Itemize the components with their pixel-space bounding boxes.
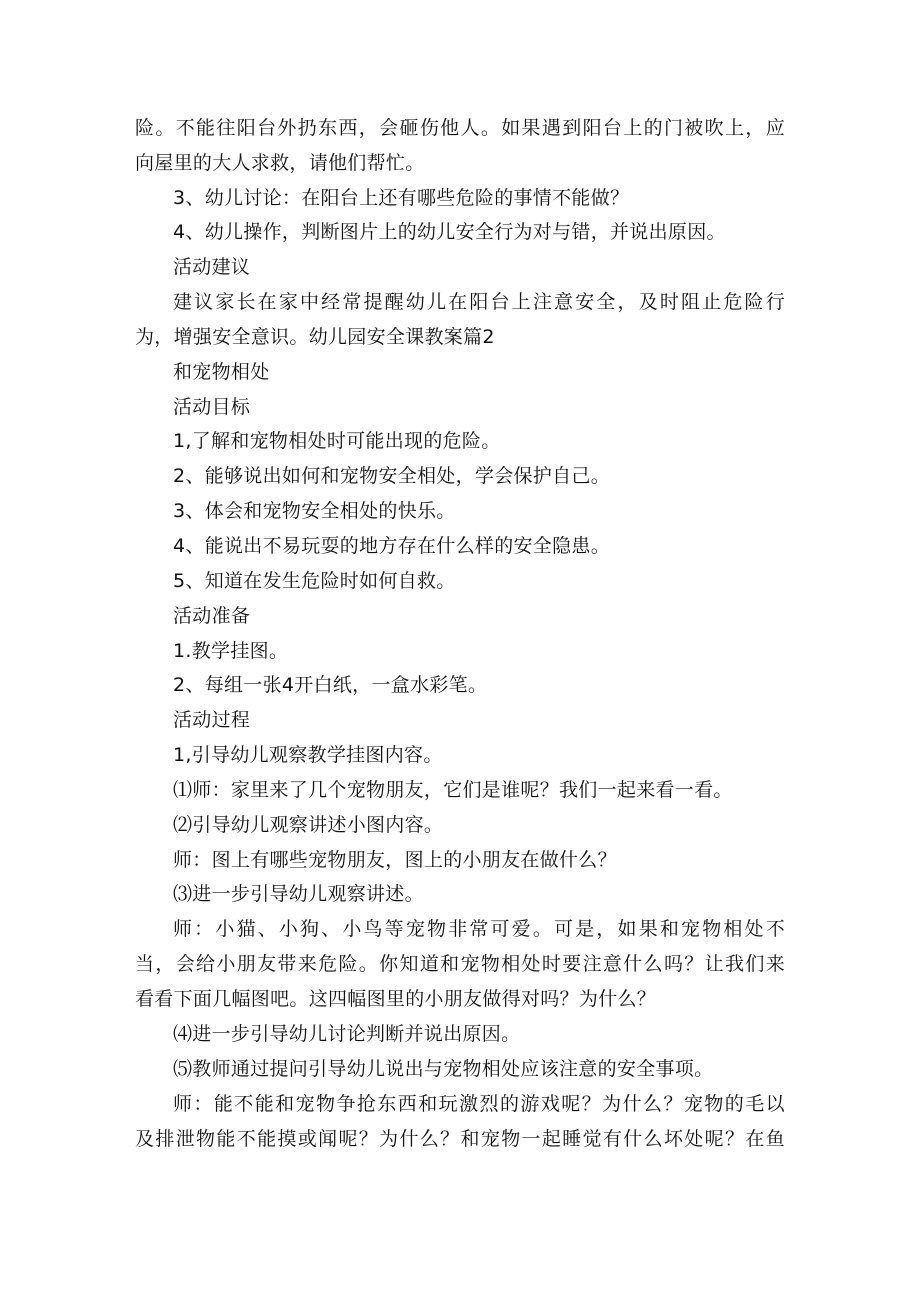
text-line: ⑵引导幼儿观察讲述小图内容。: [173, 814, 444, 836]
text-line: ⑶进一步引导幼儿观察讲述。: [173, 883, 424, 905]
list-item: 1,引导幼儿观察教学挂图内容。: [173, 744, 443, 766]
list-item: 4、能说出不易玩耍的地方存在什么样的安全隐患。: [173, 535, 610, 557]
section-heading: 活动准备: [173, 605, 251, 627]
list-item: 1.教学挂图。: [173, 640, 289, 662]
text-line: 看看下面几幅图吧。这四幅图里的小朋友做得对吗？为什么？: [135, 988, 657, 1010]
text-line: 师：小猫、小狗、小鸟等宠物非常可爱。可是，如果和宠物相处不: [173, 918, 785, 940]
list-item: 2、每组一张4开白纸，一盒水彩笔。: [173, 674, 488, 696]
text-line: 当，会给小朋友带来危险。你知道和宠物相处时要注意什么吗？让我们来: [135, 953, 785, 975]
text-line: ⑸教师通过提问引导幼儿说出与宠物相处应该注意的安全事项。: [173, 1058, 714, 1080]
section-heading: 活动建议: [173, 256, 251, 278]
list-item: 3、体会和宠物安全相处的快乐。: [173, 500, 456, 522]
list-item: 2、能够说出如何和宠物安全相处，学会保护自己。: [173, 465, 610, 487]
text-line: 4、幼儿操作，判断图片上的幼儿安全行为对与错，并说出原因。: [173, 221, 726, 243]
text-line: 师：图上有哪些宠物朋友，图上的小朋友在做什么？: [173, 849, 617, 871]
text-line: ⑴师：家里来了几个宠物朋友，它们是谁呢？我们一起来看一看。: [173, 779, 733, 801]
section-heading: 和宠物相处: [173, 361, 270, 383]
text-line: 向屋里的大人求救，请他们帮忙。: [135, 152, 425, 174]
text-line: 为，增强安全意识。幼儿园安全课教案篇2: [135, 326, 495, 348]
section-heading: 活动目标: [173, 396, 251, 418]
text-line: ⑷进一步引导幼儿讨论判断并说出原因。: [173, 1023, 521, 1045]
text-line: 建议家长在家中经常提醒幼儿在阳台上注意安全，及时阻止危险行: [173, 291, 785, 313]
text-line: 险。不能往阳台外扔东西，会砸伤他人。如果遇到阳台上的门被吹上，应: [135, 117, 785, 139]
text-line: 师：能不能和宠物争抢东西和玩激烈的游戏呢？为什么？宠物的毛以: [173, 1093, 785, 1115]
text-line: 3、幼儿讨论：在阳台上还有哪些危险的事情不能做？: [173, 187, 630, 209]
section-heading: 活动过程: [173, 709, 251, 731]
text-line: 及排泄物能不能摸或闻呢？为什么？和宠物一起睡觉有什么坏处呢？在鱼: [135, 1128, 785, 1150]
list-item: 5、知道在发生危险时如何自救。: [173, 570, 456, 592]
list-item: 1,了解和宠物相处时可能出现的危险。: [173, 430, 501, 452]
